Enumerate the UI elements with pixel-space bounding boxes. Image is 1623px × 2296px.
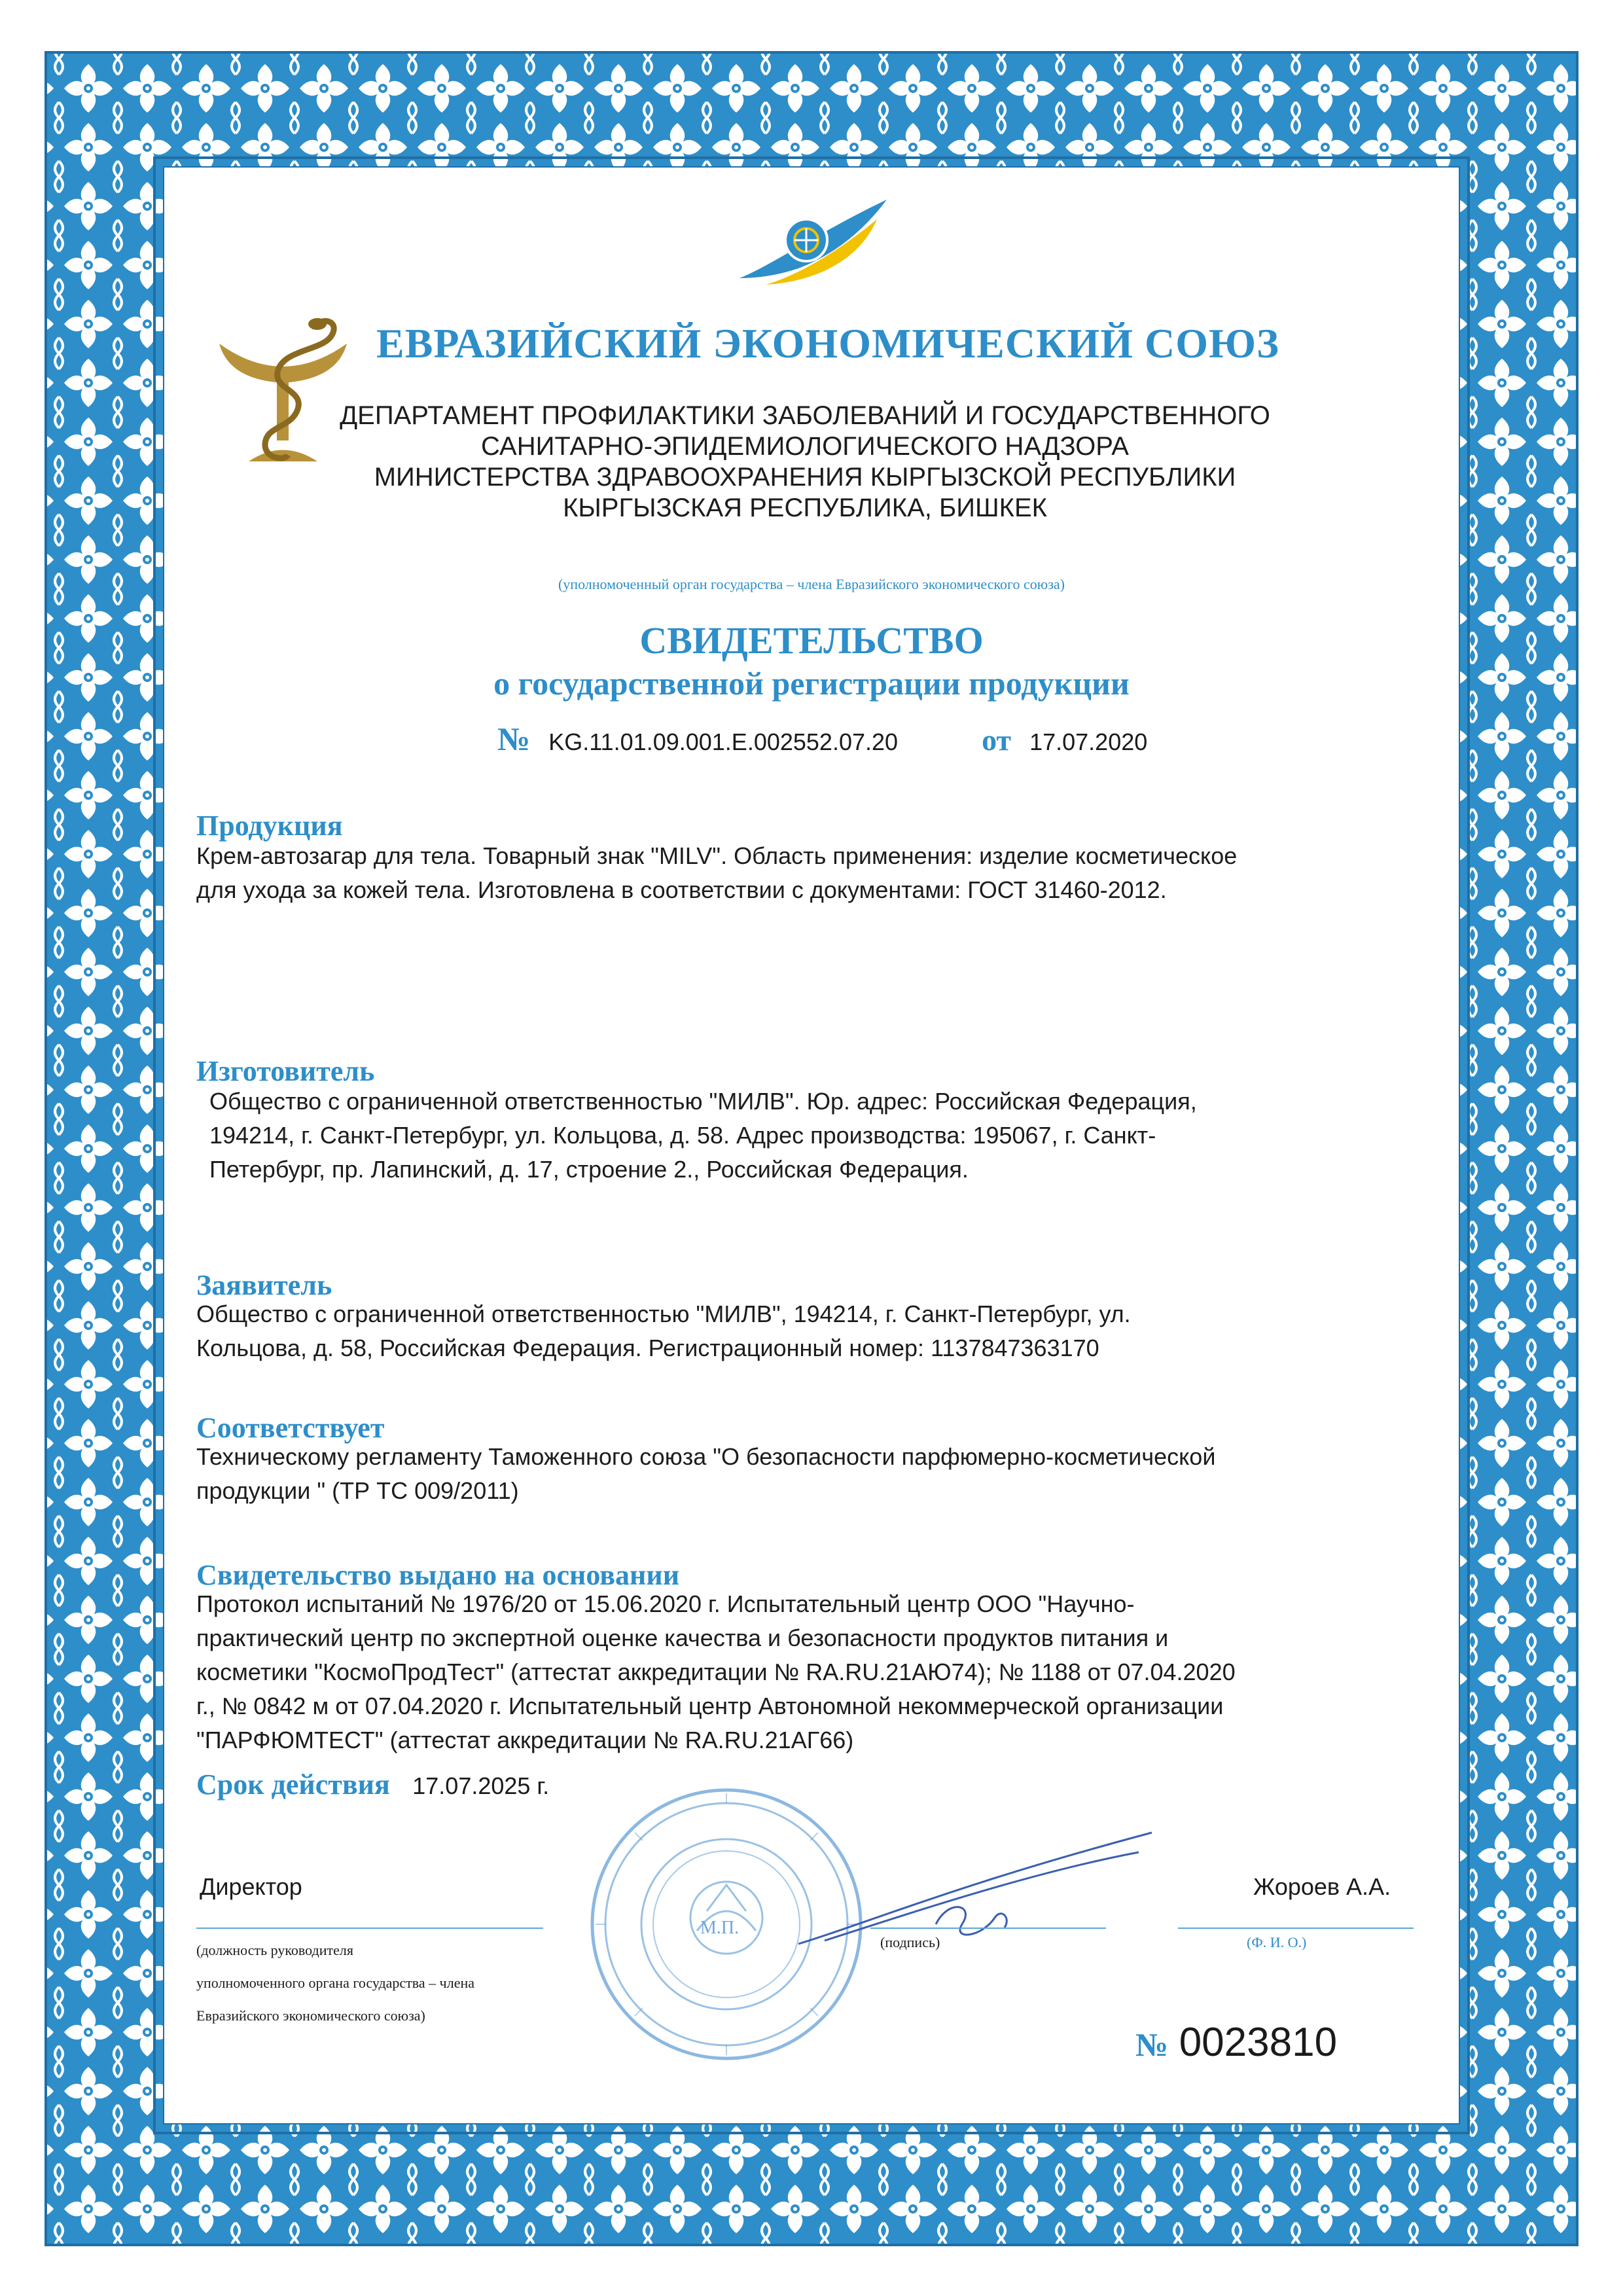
- manufacturer-text: [209, 1085, 1197, 1187]
- position-note-line: (должность руководителя: [196, 1942, 353, 1958]
- manufacturer-title: Изготовитель: [196, 1055, 375, 1087]
- form-number-row: [1135, 2019, 1337, 2066]
- union-name: ЕВРАЗИЙСКИЙ ЭКОНОМИЧЕСКИЙ СОЮЗ: [376, 320, 1279, 367]
- position-note-line: Евразийского экономического союза): [196, 2007, 425, 2024]
- date-prefix: от: [982, 723, 1012, 757]
- eaeu-logo: [726, 187, 897, 291]
- manufacturer-line: Петербург, пр. Лапинский, д. 17, строение 2., Российская Федерация.: [209, 1156, 969, 1183]
- department-line: ДЕПАРТАМЕНТ ПРОФИЛАКТИКИ ЗАБОЛЕВАНИЙ И ГОСУДАРСТВЕННОГО: [340, 401, 1270, 430]
- signer-name: Жороев А.А.: [1253, 1873, 1391, 1900]
- signature-note: (подпись): [880, 1934, 940, 1950]
- name-underline: [1178, 1928, 1414, 1929]
- director-label: Директор: [200, 1873, 302, 1900]
- form-number-sign: №: [1135, 2026, 1169, 2063]
- conforms-line: продукции " (ТР ТС 009/2011): [196, 1477, 519, 1504]
- certificate-subtitle: о государственной регистрации продукции: [493, 665, 1130, 702]
- certificate-date: 17.07.2020: [1029, 728, 1148, 755]
- basis-line: косметики "КосмоПродТест" (аттестат аккредитации № RA.RU.21АЮ74); № 1188 от 07.04.2020: [196, 1659, 1236, 1685]
- department-line: САНИТАРНО-ЭПИДЕМИОЛОГИЧЕСКОГО НАДЗОРА: [481, 432, 1129, 461]
- basis-line: "ПАРФЮМТЕСТ" (аттестат аккредитации № RA.RU.21АГ66): [196, 1727, 854, 1753]
- basis-text: [196, 1587, 1236, 1757]
- certificate-number: KG.11.01.09.001.E.002552.07.20: [548, 728, 899, 755]
- department-block: [288, 401, 1322, 524]
- validity-row: [196, 1770, 549, 1800]
- basis-line: практический центр по экспертной оценке качества и безопасности продуктов питания и: [196, 1624, 1169, 1651]
- position-underline: [196, 1928, 543, 1929]
- applicant-line: Общество с ограниченной ответственностью "МИЛВ", 194214, г. Санкт-Петербург, ул.: [196, 1300, 1131, 1327]
- authority-note: (уполномоченный орган государства – члена Евразийского экономического союза): [558, 576, 1065, 592]
- handwritten-signature: [785, 1813, 1165, 1964]
- name-note: (Ф. И. О.): [1247, 1934, 1307, 1950]
- basis-line: г., № 0842 м от 07.04.2020 г. Испытательный центр Автономной некоммерческой организации: [196, 1693, 1224, 1719]
- basis-line: Протокол испытаний № 1976/20 от 15.06.2020 г. Испытательный центр ООО "Научно-: [196, 1590, 1135, 1617]
- position-note: [196, 1934, 474, 2032]
- conforms-text: [196, 1440, 1215, 1508]
- signature-underline: [870, 1928, 1106, 1929]
- conforms-line: Техническому регламенту Таможенного союза "О безопасности парфюмерно-косметической: [196, 1443, 1216, 1470]
- validity-value: 17.07.2025 г.: [412, 1772, 550, 1799]
- form-number: 0023810: [1179, 2020, 1338, 2065]
- applicant-line: Кольцова, д. 58, Российская Федерация. Регистрационный номер: 1137847363170: [196, 1335, 1099, 1361]
- product-text: [196, 839, 1237, 907]
- department-line: МИНИСТЕРСТВА ЗДРАВООХРАНЕНИЯ КЫРГЫЗСКОЙ РЕСПУБЛИКИ: [374, 463, 1236, 492]
- applicant-title: Заявитель: [196, 1269, 332, 1301]
- position-note-line: уполномоченного органа государства – члена: [196, 1975, 475, 1991]
- product-line: Крем-автозагар для тела. Товарный знак "MILV". Область применения: изделие косметическое: [196, 842, 1238, 869]
- basis-title: Свидетельство выдано на основании: [196, 1559, 680, 1591]
- applicant-text: [196, 1297, 1131, 1365]
- stamp-mark: М.П.: [700, 1918, 740, 1938]
- manufacturer-line: 194214, г. Санкт-Петербург, ул. Кольцова, д. 58. Адрес производства: 195067, г. Санкт-: [209, 1122, 1156, 1149]
- product-title: Продукция: [196, 810, 343, 842]
- product-line: для ухода за кожей тела. Изготовлена в соответствии с документами: ГОСТ 31460-2012.: [196, 876, 1167, 903]
- conforms-title: Соответствует: [196, 1412, 385, 1444]
- department-line: КЫРГЫЗСКАЯ РЕСПУБЛИКА, БИШКЕК: [563, 493, 1047, 522]
- manufacturer-line: Общество с ограниченной ответственностью "МИЛВ". Юр. адрес: Российская Федерация,: [209, 1088, 1197, 1115]
- certificate-title: СВИДЕТЕЛЬСТВО: [639, 619, 984, 662]
- certificate-number-row: [497, 720, 1147, 758]
- validity-title: Срок действия: [196, 1768, 390, 1801]
- number-sign: №: [497, 721, 531, 757]
